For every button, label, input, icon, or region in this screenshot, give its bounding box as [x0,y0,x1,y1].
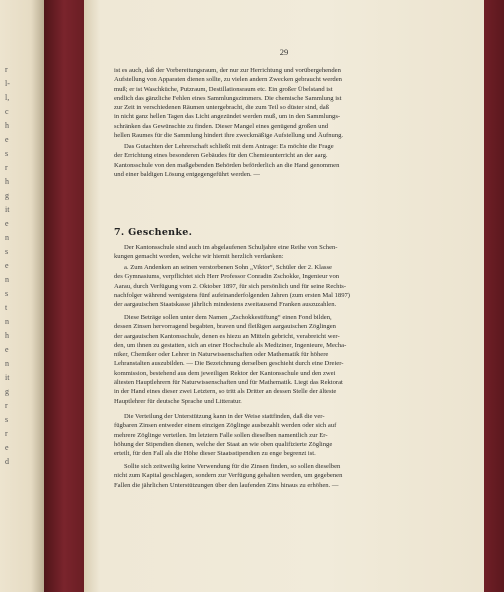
book-gutter [44,0,84,592]
left-page-fragment: h [5,121,9,130]
left-page-fragment: e [5,443,9,452]
paragraph-lab-description [114,66,452,140]
left-page-fragment: l, [5,93,10,102]
left-page-fragment: t [5,303,8,312]
text-line: fügbaren Zinsen entweder einem einzigen Zöglinge ausbezahlt werden oder sich auf [114,422,337,430]
left-page-fragment: g [5,191,9,200]
paragraph-donations-intro [114,243,452,262]
text-line: mehrere Zöglinge verteilen. Im letztern Falle sollen dieselben namentlich zur Er- [114,431,328,439]
text-line: kungen gemacht worden, welche wir hiemit herzlich verdanken: [114,253,284,261]
text-line: Sollte sich zeitweilig keine Verwendung für die Zinsen finden, so sollen dieselben [124,463,341,470]
text-line: Hauptlehrer für deutsche Sprache und Litteratur. [114,397,242,405]
text-line: muß; er ist Waschküche, Putzraum, Destillationsraum etc. Ein großer Übelstand ist [114,85,333,93]
left-page-fragment: n [5,233,9,242]
text-line: Der Kantonsschule sind auch im abgelaufenen Schuljahre eine Reihe von Schen- [124,244,338,251]
left-page-fragment: d [5,457,9,466]
text-line: nicht zum Kapital geschlagen, sondern zur Verfügung gehalten werden, um gegebenen [114,472,343,480]
page-number: 29 [279,47,289,57]
left-page-fragment: e [5,135,9,144]
left-page-fragment: h [5,177,9,186]
text-line: endlich das gänzliche Fehlen eines Sammlungszimmers. Die chemische Sammlung ist [114,94,342,102]
text-line: niker, Chemiker oder Lehrer in Naturwissenschaften oder Mathematik für höhere [114,351,329,359]
left-page-fragment: e [5,345,9,354]
left-page-fragment: e [5,261,9,270]
text-line: dessen Zinsen hervorragend begabten, braven und fleißigen aargauischen Zöglingen [114,323,336,331]
left-page-fragment: r [5,163,8,172]
text-line: Die Verteilung der Unterstützung kann in der Weise stattfinden, daß die ver- [124,413,325,420]
text-line: in der Hand eines dieser zwei Letztern, so tritt als Dritter an dessen Stelle der älteste [114,388,337,396]
left-page-fragment: n [5,317,9,326]
left-page-fragment: h [5,331,9,340]
text-line: höhung der Stipendien dienen, welche der Staat an wie oben qualifizierte Zöglinge [114,440,333,448]
left-page-fragment: r [5,401,8,410]
left-page-edge [0,0,44,592]
left-page-fragment: g [5,387,9,396]
text-line: des Gymnasiums, verpflichtet sich Herr Professor Conradin Zschokke, Ingenieur von [114,273,340,281]
left-page-fragment: e [5,219,9,228]
text-line: der aargauischen Staatskasse jährlich mindestens zweitausend Franken auszuzahlen. [114,301,337,309]
left-page-fragment: s [5,149,9,158]
text-line: kommission, bestehend aus dem jeweiligen Rektor der Kantonsschule und den zwei [114,369,336,377]
text-line: Aarau, durch Verfügung vom 2. Oktober 1897, für sich persönlich und für seine Rechts- [114,282,347,290]
book-page [84,0,484,592]
left-page-fragment: l- [5,79,10,88]
text-line: erteilt, für den Fall als die Höhe dieser Staatsstipendien zu enge begrenzt ist. [114,450,316,458]
text-line: Das Gutachten der Lehrerschaft schließt mit dem Antrage: Es möchte die Frage [124,143,334,150]
text-line: den, um ihnen zu gestatten, sich an einer Hochschule als Mediziner, Ingenieure, Mecha- [114,341,347,349]
text-line: a. Zum Andenken an seinen verstorbenen Sohn „Viktor“, Schüler der 2. Klasse [124,264,332,271]
left-page-fragment: s [5,247,9,256]
text-line: Kantonsschule von den maßgebenden Behörden beförderlich an die Hand genommen [114,161,340,169]
left-page-fragment: n [5,275,9,284]
left-page-fragment: c [5,107,9,116]
text-line: in nicht ganz hellen Tagen das Licht angezündet werden muß, um in den Sammlungs- [114,113,341,121]
left-page-fragment: r [5,65,8,74]
paragraph-zschokke-donation [114,263,452,309]
text-line: Diese Beträge sollen unter dem Namen „Zschokkestiftung“ einen Fond bilden, [124,314,332,321]
left-page-fragment: it [5,373,10,382]
text-line: der aargauischen Kantonsschule, denen es hiezu an Mitteln gebricht, verabreicht wer- [114,332,340,340]
section-heading: 7. Geschenke. [114,227,193,238]
left-page-fragment: s [5,415,9,424]
text-line: ältesten Hauptlehrern für Naturwissenschaften und für Mathematik. Liegt das Rektorat [114,379,343,387]
paragraph-zschokkestiftung [114,313,452,406]
text-line: und einer baldigen Lösung entgegengeführt werden. — [114,170,260,178]
text-line: Fallen die jährlichen Unterstützungen über den laufenden Zins hinaus zu erhöhen. — [114,481,339,489]
left-page-fragment: s [5,289,9,298]
text-line: ist es auch, daß der Vorbereitungsraum, der nur zur Herrichtung und vorübergehenden [114,67,341,74]
text-line: schränken das Gewünschte zu finden. Dieser Mangel eines genügend großen und [114,122,329,130]
left-page-fragment: it [5,205,10,214]
left-page-fragment: r [5,429,8,438]
paragraph-distribution [114,412,452,458]
book-cover-edge [484,0,504,592]
text-line: hellen Raumes für die Sammlung hindert ihre zweckmäßige Aufstellung und Äufnung. [114,132,344,140]
paragraph-teachers-report [114,142,452,179]
text-line: der Errichtung eines besonderen Gebäudes für den Chemieunterricht an der aarg. [114,152,328,160]
text-line: zur Zeit in verschiedenen Räumen untergebracht, die zum Teil so düster sind, daß [114,104,329,112]
left-page-fragment: n [5,359,9,368]
text-line: Lehranstalten auszubilden. — Die Bezeichnung derselben geschieht durch eine Dreier- [114,360,344,368]
paragraph-unused-interest [114,462,452,490]
text-line: Aufstellung von Apparaten dienen sollte, zu vielen andern Zwecken gebraucht werden [114,76,342,84]
text-line: nachfolger während wenigstens fünf aufeinanderfolgenden Jahren (zum ersten Mal 1897) [114,291,351,299]
